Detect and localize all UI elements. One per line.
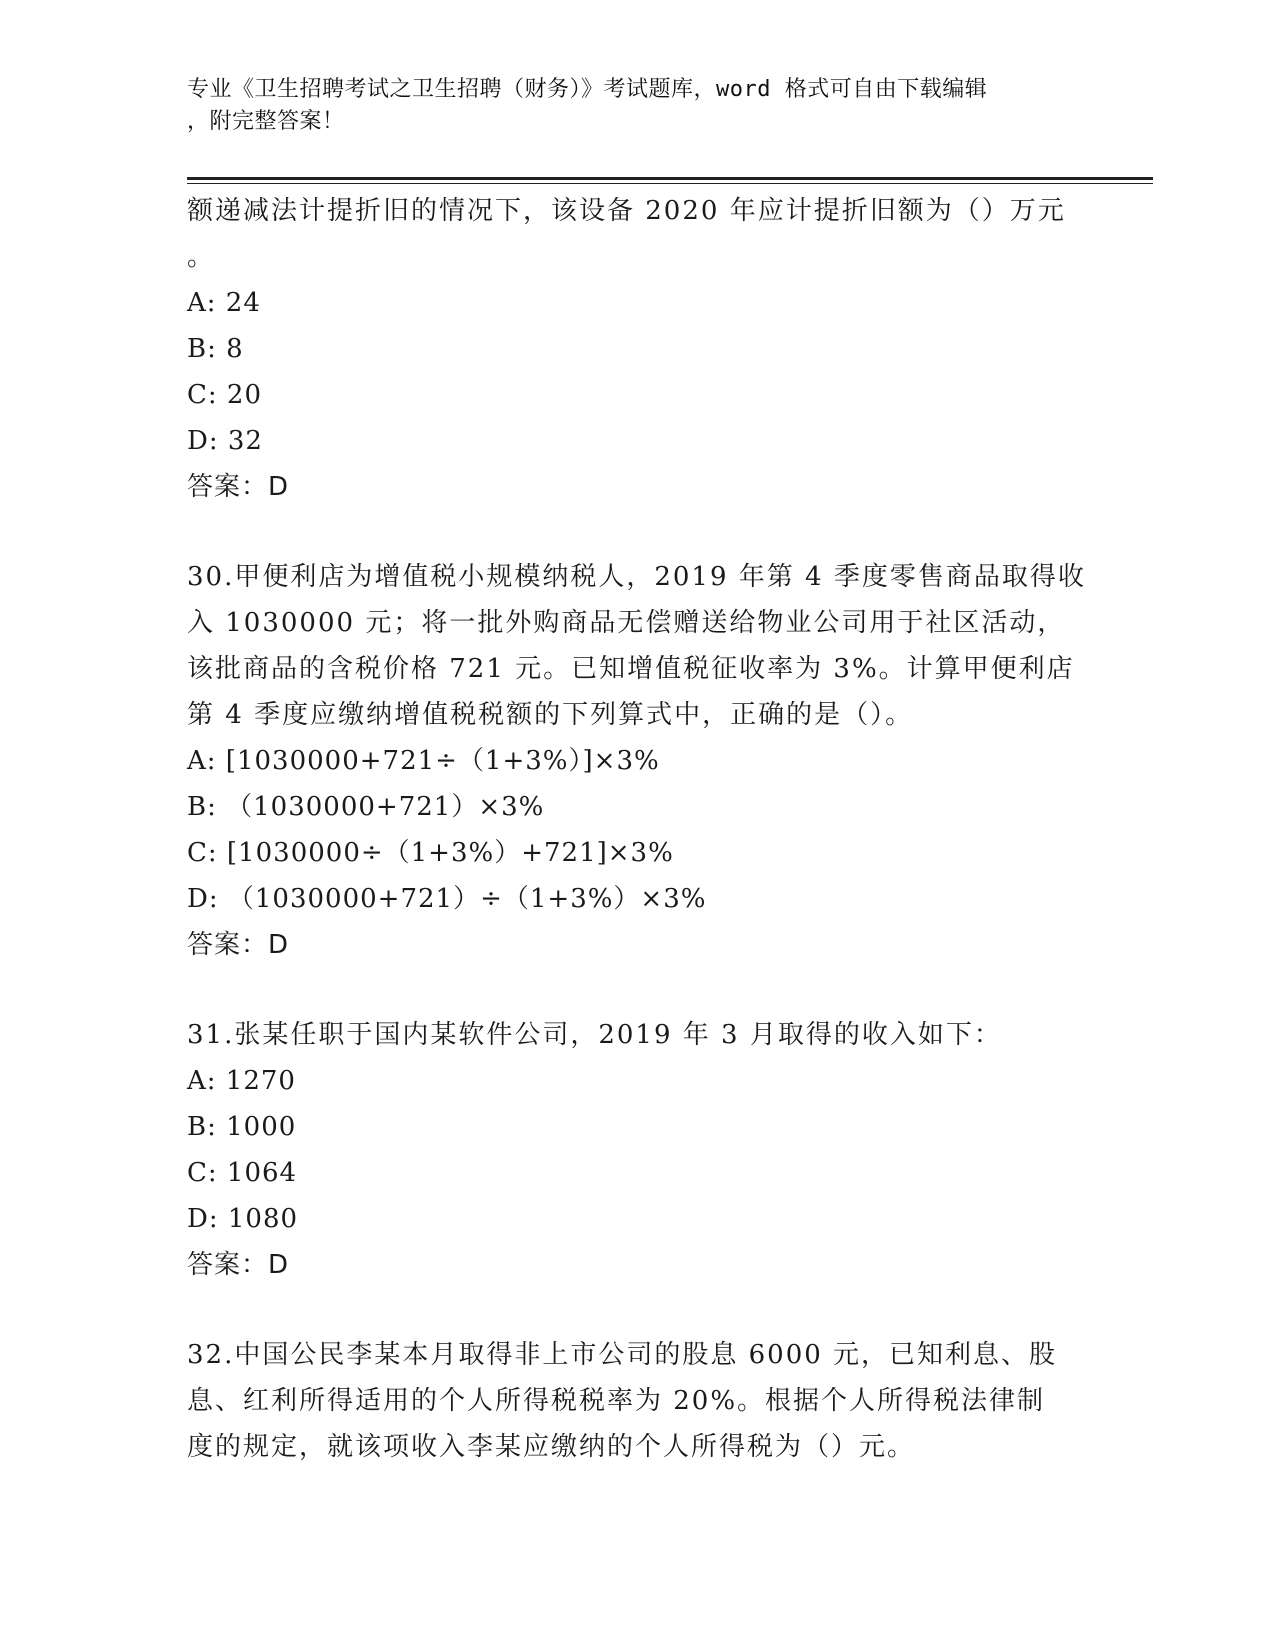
answer-line: 答案：D: [187, 472, 290, 502]
option-b: B: 8: [187, 334, 244, 364]
question-text-line: 。: [187, 242, 216, 272]
question-text-line: 入 1030000 元；将一批外购商品无偿赠送给物业公司用于社区活动，: [187, 608, 1066, 638]
question-text-line: 30.甲便利店为增值税小规模纳税人，2019 年第 4 季度零售商品取得收: [187, 562, 1086, 592]
option-d: D: 32: [187, 426, 263, 456]
answer-line: 答案：D: [187, 1250, 290, 1280]
question-text-line: 32.中国公民李某本月取得非上市公司的股息 6000 元，已知利息、股: [187, 1340, 1058, 1370]
option-b: B: 1000: [187, 1112, 297, 1142]
option-c: C: [1030000÷（1+3%）+721]×3%: [187, 838, 674, 868]
document-header: [187, 74, 1077, 138]
question-29: [187, 188, 1087, 510]
option-a: A: 24: [187, 288, 261, 318]
question-32: [187, 1332, 1087, 1470]
header-line-1: 专业《卫生招聘考试之卫生招聘（财务）》考试题库，word 格式可自由下载编辑: [187, 77, 988, 102]
option-a: A: 1270: [187, 1066, 296, 1096]
question-text-line: 第 4 季度应缴纳增值税税额的下列算式中，正确的是（）。: [187, 700, 914, 730]
option-d: D: 1080: [187, 1204, 299, 1234]
question-list: [187, 188, 1087, 1470]
question-text-line: 额递减法计提折旧的情况下，该设备 2020 年应计提折旧额为（）万元: [187, 196, 1066, 226]
header-line-2: ，附完整答案！: [187, 109, 345, 134]
question-text-line: 息、红利所得适用的个人所得税税率为 20%。根据个人所得税法律制: [187, 1386, 1046, 1416]
header-divider-thin: [187, 183, 1153, 184]
option-c: C: 20: [187, 380, 263, 410]
question-text-line: 度的规定，就该项收入李某应缴纳的个人所得税为（）元。: [187, 1432, 916, 1462]
question-text-line: 31.张某任职于国内某软件公司，2019 年 3 月取得的收入如下：: [187, 1020, 1002, 1050]
option-b: B: （1030000+721）×3%: [187, 792, 545, 822]
option-a: A: [1030000+721÷（1+3%）]×3%: [187, 746, 660, 776]
option-d: D: （1030000+721）÷（1+3%）×3%: [187, 884, 707, 914]
header-divider-thick: [187, 177, 1153, 180]
answer-line: 答案：D: [187, 930, 290, 960]
question-text-line: 该批商品的含税价格 721 元。已知增值税征收率为 3%。计算甲便利店: [187, 654, 1075, 684]
option-c: C: 1064: [187, 1158, 298, 1188]
question-30: [187, 554, 1087, 968]
question-31: [187, 1012, 1087, 1288]
